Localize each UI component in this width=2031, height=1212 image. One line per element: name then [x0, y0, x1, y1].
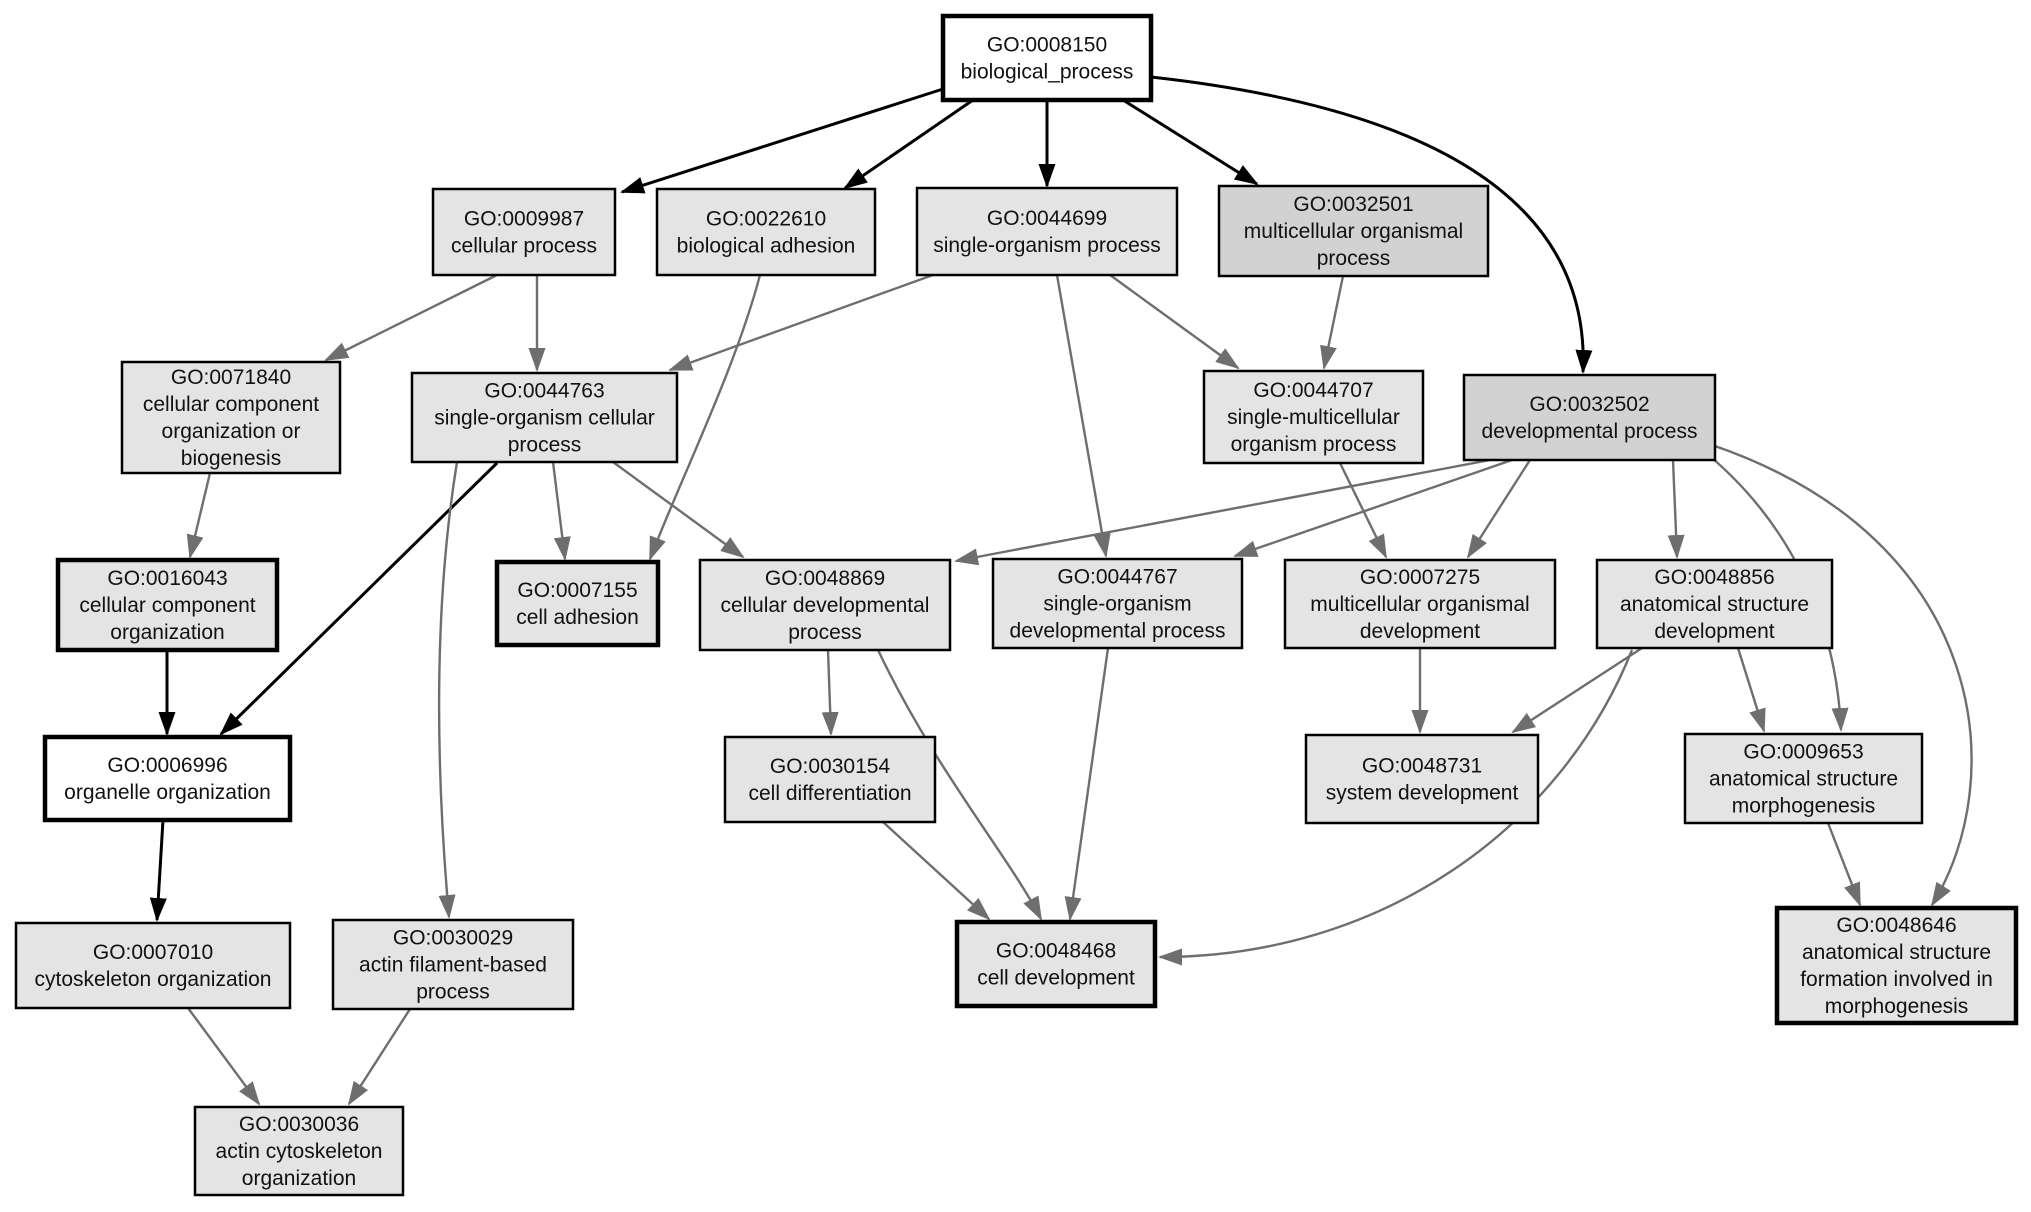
node-go-0032501[interactable] [1219, 186, 1488, 276]
node-go-id: GO:0048468 [995, 939, 1117, 963]
node-box [917, 188, 1177, 275]
node-term-line: cell development [977, 966, 1135, 990]
node-go-id: GO:0030154 [769, 755, 891, 778]
node-go-id: GO:0044767 [1057, 565, 1178, 589]
node-go-id: GO:0048731 [1361, 754, 1483, 778]
node-go-0048869[interactable] [700, 560, 950, 650]
edge-go-0048856-to-go-0048731 [1513, 648, 1642, 732]
node-go-id: GO:0008150 [986, 33, 1108, 57]
node-go-0007155[interactable] [497, 562, 658, 645]
edge-go-0044767-to-go-0048468 [1070, 648, 1108, 919]
node-go-id: GO:0030029 [392, 926, 514, 950]
edge-go-0044707-to-go-0007275 [1340, 463, 1386, 557]
node-go-0048856[interactable] [1597, 560, 1832, 648]
node-go-0016043[interactable] [58, 560, 277, 650]
node-term-line: anatomical structure [1708, 767, 1899, 791]
edge-go-0044763-to-go-0048869 [613, 462, 743, 557]
node-go-0044707[interactable] [1204, 371, 1423, 463]
node-term-line: morphogenesis [1731, 794, 1876, 818]
node-term-line: system development [1325, 781, 1519, 805]
node-go-0030154[interactable] [725, 737, 935, 822]
node-go-id: GO:0048869 [764, 567, 886, 590]
edge-go-0009653-to-go-0048646 [1828, 823, 1860, 905]
node-term-line: development [1359, 620, 1481, 643]
node-go-0007275[interactable] [1285, 560, 1555, 648]
edge-go-0008150-to-go-0009987 [622, 89, 943, 192]
node-go-id: GO:0071840 [170, 366, 292, 389]
node-term-line: cellular process [451, 234, 597, 258]
node-go-0009653[interactable] [1685, 734, 1922, 823]
node-go-id: GO:0022610 [705, 207, 827, 231]
node-go-0048731[interactable] [1306, 735, 1538, 823]
node-term-line: development [1654, 620, 1775, 643]
node-go-0030036[interactable] [195, 1107, 403, 1195]
node-go-id: GO:0007155 [517, 579, 638, 602]
edge-go-0048869-to-go-0030154 [828, 650, 831, 734]
node-term-line: cell adhesion [516, 606, 639, 629]
node-box [943, 16, 1151, 100]
node-term-line: process [507, 433, 582, 457]
node-term-line: process [1316, 247, 1391, 270]
edge-go-0030154-to-go-0048468 [883, 822, 989, 919]
node-term-line: single-organism process [933, 234, 1161, 257]
node-term-line: developmental process [1481, 420, 1698, 443]
node-go-0048468[interactable] [957, 922, 1155, 1006]
node-box [1306, 735, 1538, 823]
node-term-line: developmental process [1009, 619, 1226, 643]
node-go-0006996[interactable] [45, 737, 290, 820]
node-go-id: GO:0006996 [107, 754, 228, 777]
node-go-id: GO:0030036 [238, 1113, 360, 1136]
node-box [497, 562, 658, 645]
node-go-0030029[interactable] [333, 920, 573, 1009]
edge-go-0044763-to-go-0007155 [553, 462, 565, 559]
node-term-line: process [788, 621, 862, 644]
node-term-line: single-organism [1043, 592, 1192, 616]
node-term-line: cellular component [79, 594, 256, 617]
node-go-id: GO:0007275 [1359, 566, 1481, 589]
node-term-line: cytoskeleton organization [34, 968, 272, 991]
node-go-0009987[interactable] [433, 189, 615, 275]
node-term-line: anatomical structure [1619, 593, 1810, 616]
edge-go-0044699-to-go-0044763 [670, 275, 933, 370]
node-term-line: single-organism cellular [434, 406, 655, 430]
node-box [957, 922, 1155, 1006]
node-go-id: GO:0009987 [463, 207, 585, 231]
node-layer [16, 16, 2016, 1195]
node-go-id: GO:0048646 [1836, 914, 1957, 937]
node-term-line: actin cytoskeleton [215, 1140, 383, 1163]
edge-go-0048856-to-go-0009653 [1738, 648, 1764, 731]
edge-go-0032502-to-go-0048856 [1673, 460, 1677, 557]
node-go-id: GO:0032502 [1529, 393, 1650, 416]
node-term-line: cell differentiation [748, 782, 912, 805]
node-go-0044763[interactable] [412, 373, 677, 462]
node-term-line: biological adhesion [676, 234, 856, 258]
node-term-line: anatomical structure [1801, 941, 1992, 964]
edge-go-0032502-to-go-0048646 [1712, 445, 1972, 905]
node-term-line: organization [110, 621, 225, 644]
node-term-line: multicellular organismal [1310, 593, 1530, 616]
node-box [433, 189, 615, 275]
edge-go-0006996-to-go-0007010 [157, 820, 163, 920]
node-term-line: organization or [161, 420, 301, 443]
node-go-id: GO:0016043 [107, 567, 228, 590]
node-go-0044699[interactable] [917, 188, 1177, 275]
node-box [1464, 375, 1715, 460]
node-go-0048646[interactable] [1777, 908, 2016, 1023]
edge-go-0032502-to-go-0048869 [956, 460, 1490, 561]
node-term-line: organism process [1230, 433, 1397, 456]
edge-go-0008150-to-go-0032501 [1123, 100, 1257, 184]
node-box [16, 923, 290, 1008]
node-term-line: biological_process [960, 60, 1134, 84]
node-term-line: actin filament-based [359, 953, 547, 977]
node-go-0032502[interactable] [1464, 375, 1715, 460]
node-term-line: organelle organization [64, 781, 271, 804]
edge-go-0032501-to-go-0044707 [1324, 276, 1343, 368]
node-box [45, 737, 290, 820]
edge-go-0009987-to-go-0071840 [326, 275, 497, 360]
node-go-0022610[interactable] [657, 189, 875, 275]
node-go-id: GO:0009653 [1743, 740, 1864, 764]
node-term-line: single-multicellular [1227, 406, 1400, 429]
node-box [725, 737, 935, 822]
node-term-line: biogenesis [180, 447, 282, 470]
edge-go-0044763-to-go-0030029 [439, 462, 457, 917]
node-box [657, 189, 875, 275]
edge-go-0071840-to-go-0016043 [190, 473, 210, 557]
node-term-line: multicellular organismal [1243, 220, 1464, 243]
edge-go-0044699-to-go-0044707 [1110, 275, 1238, 368]
node-go-0007010[interactable] [16, 923, 290, 1008]
node-go-id: GO:0048856 [1654, 566, 1775, 589]
node-term-line: organization [241, 1167, 357, 1190]
node-term-line: formation involved in [1800, 968, 1993, 991]
node-go-id: GO:0032501 [1293, 193, 1414, 216]
edge-go-0030029-to-go-0030036 [349, 1009, 410, 1104]
edge-go-0032502-to-go-0007275 [1468, 460, 1530, 557]
edge-go-0032502-to-go-0044767 [1235, 460, 1512, 556]
node-go-id: GO:0007010 [92, 941, 214, 964]
node-term-line: morphogenesis [1824, 995, 1969, 1018]
node-go-0044767[interactable] [993, 559, 1242, 648]
edge-go-0007010-to-go-0030036 [188, 1008, 259, 1104]
node-go-id: GO:0044699 [986, 207, 1108, 230]
node-go-id: GO:0044707 [1253, 379, 1374, 402]
edge-go-0044699-to-go-0044767 [1057, 275, 1106, 556]
node-go-id: GO:0044763 [484, 379, 605, 403]
node-term-line: cellular developmental [720, 594, 930, 617]
node-term-line: cellular component [142, 393, 320, 416]
node-go-0008150[interactable] [943, 16, 1151, 100]
node-go-0071840[interactable] [122, 362, 340, 473]
node-term-line: process [416, 980, 490, 1004]
